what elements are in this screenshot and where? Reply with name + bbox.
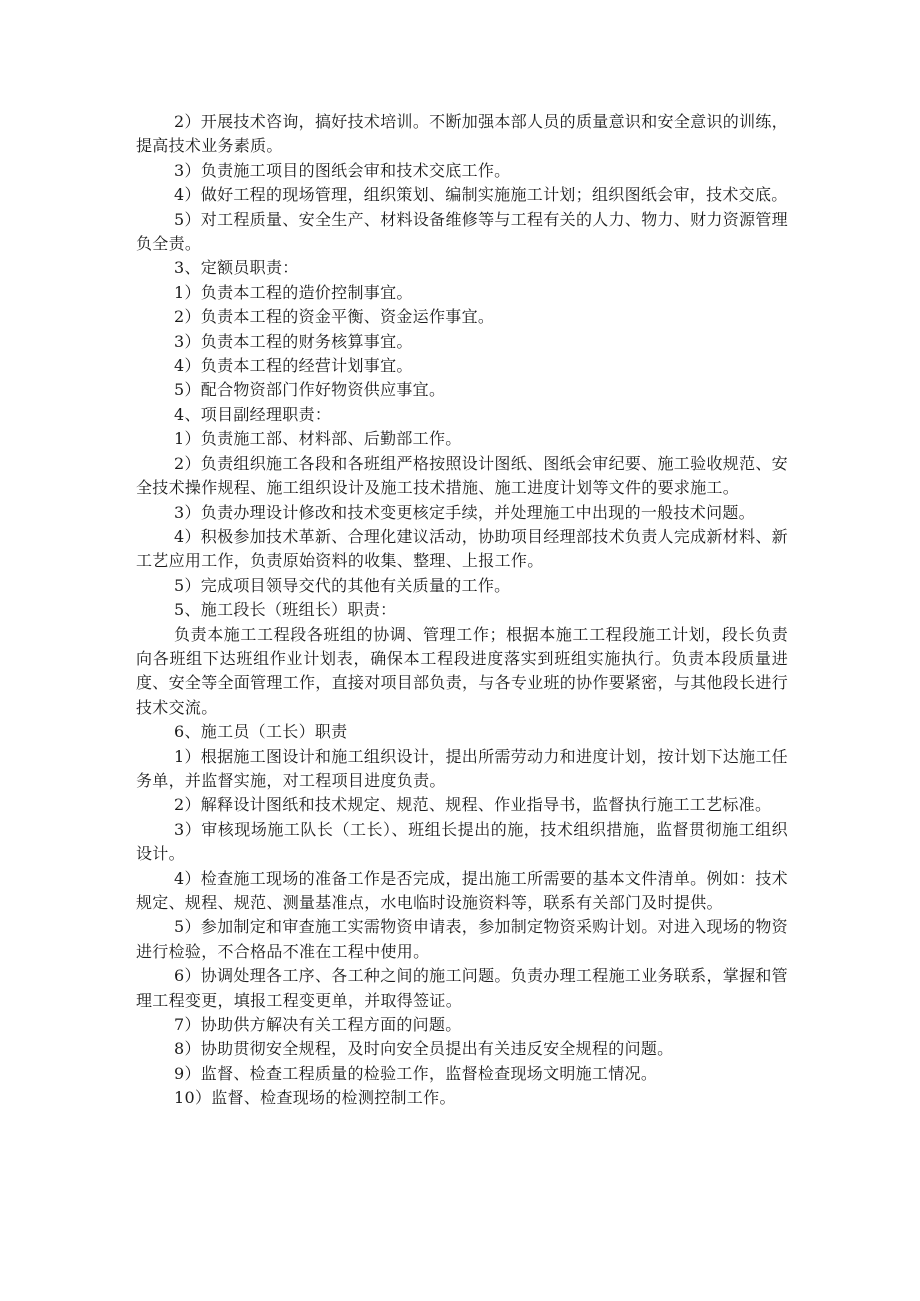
section-heading: 3、定额员职责： (174, 258, 299, 278)
paragraph: 10）监督、检查现场的检测控制工作。 (174, 1088, 456, 1108)
paragraph: 3）负责办理设计修改和技术变更核定手续，并处理施工中出现的一般技术问题。 (174, 502, 755, 522)
paragraph: 4）负责本工程的经营计划事宜。 (174, 356, 413, 376)
paragraph: 5）参加制定和审查施工实需物资申请表，参加制定物资采购计划。对进入现场的物资进行检验，不合格品不准在工程中使用。 (136, 917, 788, 961)
section-heading: 6、施工员（工长）职责 (174, 722, 348, 742)
paragraph: 1）负责本工程的造价控制事宜。 (174, 282, 413, 302)
paragraph: 5）配合物资部门作好物资供应事宜。 (174, 380, 446, 400)
paragraph: 1）根据施工图设计和施工组织设计，提出所需劳动力和进度计划，按计划下达施工任务单，并监督实施，对工程项目进度负责。 (136, 746, 788, 790)
paragraph: 1）负责施工部、材料部、后勤部工作。 (174, 429, 462, 449)
paragraph: 负责本施工工程段各班组的协调、管理工作；根据本施工工程段施工计划，段长负责向各班组下达班组作业计划表，确保本工程段进度落实到班组实施执行。负责本段质量进度、安全等全面管理工作，直接对项目部负责，与各专业班的协作要紧密，与其他段长进行技术交流。 (136, 624, 789, 717)
paragraph: 3）负责本工程的财务核算事宜。 (174, 331, 413, 351)
paragraph: 2）负责组织施工各段和各班组严格按照设计图纸、图纸会审纪要、施工验收规范、安全技术操作规程、施工组织设计及施工技术措施、施工进度计划等文件的要求施工。 (136, 453, 788, 498)
paragraph: 4）做好工程的现场管理，组织策划、编制实施施工计划；组织图纸会审，技术交底。 (174, 185, 788, 205)
paragraph: 4）积极参加技术革新、合理化建议活动，协助项目经理部技术负责人完成新材料、新工艺应用工作，负责原始资料的收集、整理、上报工作。 (136, 526, 788, 571)
section-heading: 4、项目副经理职责： (174, 404, 332, 424)
paragraph: 3）审核现场施工队长（工长）、班组长提出的施，技术组织措施，监督贯彻施工组织设计。 (136, 819, 788, 864)
section-heading: 5、施工段长（班组长）职责： (174, 600, 397, 620)
paragraph: 8）协助贯彻安全规程，及时向安全员提出有关违反安全规程的问题。 (174, 1039, 674, 1059)
document-page (136, 110, 788, 1111)
paragraph: 5）对工程质量、安全生产、材料设备维修等与工程有关的人力、物力、财力资源管理负全责。 (136, 209, 788, 254)
paragraph: 3）负责施工项目的图纸会审和技术交底工作。 (174, 160, 511, 180)
paragraph: 7）协助供方解决有关工程方面的问题。 (174, 1015, 462, 1035)
paragraph: 9）监督、检查工程质量的检验工作，监督检查现场文明施工情况。 (174, 1063, 658, 1083)
paragraph: 5）完成项目领导交代的其他有关质量的工作。 (174, 575, 511, 595)
paragraph: 2）开展技术咨询，搞好技术培训。不断加强本部人员的质量意识和安全意识的训练，提高技术业务素质。 (136, 112, 788, 156)
paragraph: 2）负责本工程的资金平衡、资金运作事宜。 (174, 307, 495, 327)
paragraph: 6）协调处理各工序、各工种之间的施工问题。负责办理工程施工业务联系，掌握和管理工程变更，填报工程变更单，并取得签证。 (136, 966, 788, 1010)
paragraph: 4）检查施工现场的准备工作是否完成，提出施工所需要的基本文件清单。例如：技术规定、规程、规范、测量基准点，水电临时设施资料等，联系有关部门及时提供。 (136, 868, 788, 912)
paragraph: 2）解释设计图纸和技术规定、规范、规程、作业指导书，监督执行施工工艺标准。 (174, 795, 772, 815)
